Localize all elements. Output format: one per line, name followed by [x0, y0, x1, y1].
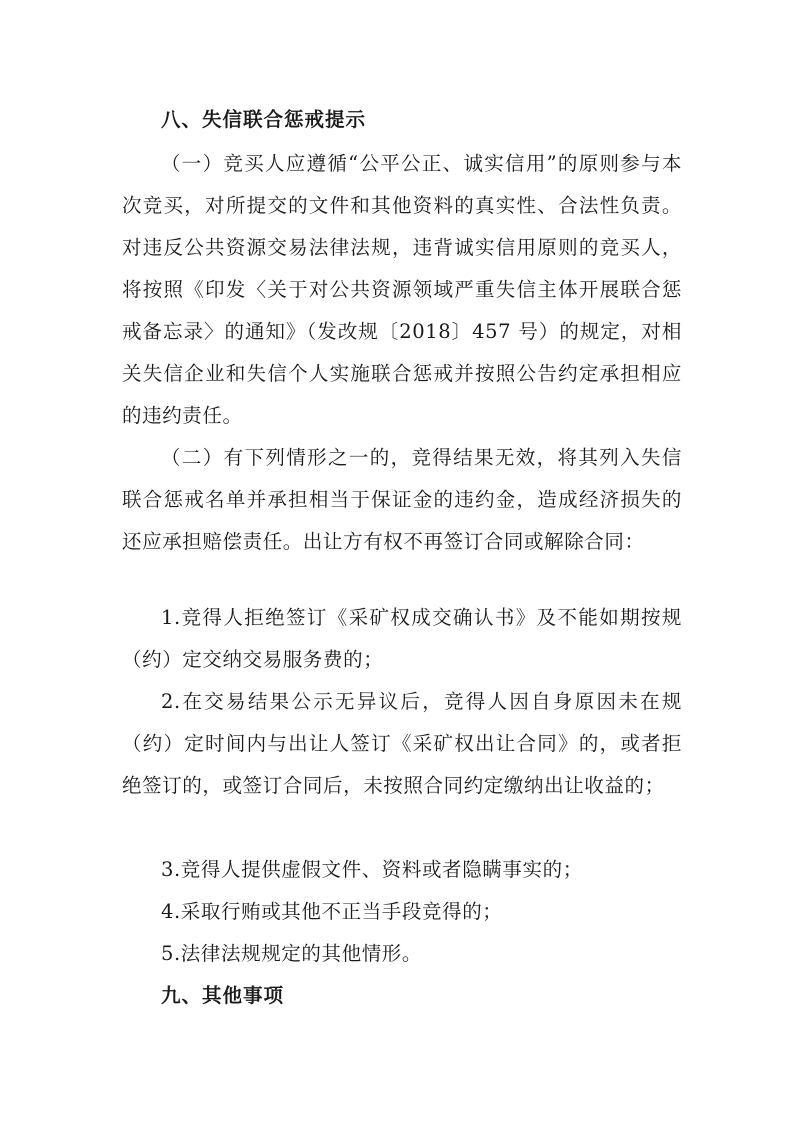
list-item-other-cases: 5.法律法规规定的其他情形。 — [161, 942, 423, 965]
paragraph-invalid-result-cases: （二）有下列情形之一的，竞得结果无效，将其列入失信联合惩戒名单并承担相当于保证金的违约金，造成经济损失的还应承担赔偿责任。出让方有权不再签订合同或解除合同： — [122, 446, 682, 553]
section-heading-other-matters: 九、其他事项 — [161, 984, 285, 1007]
paragraph-bidder-integrity: （一）竞买人应遵循“公平公正、诚实信用”的原则参与本次竞买，对所提交的文件和其他资料的真实性、合法性负责。对违反公共资源交易法律法规，违背诚实信用原则的竞买人，将按照《印发〈关于对公共资源领域严重失信主体开展联合惩戒备忘录〉的通知》（发改规〔2018〕457 号）的规定，对相关失信企业和失信个人实施联合惩戒并按照公告约定承担相应的违约责任。 — [122, 152, 682, 427]
list-item-refuse-confirmation: 1.竞得人拒绝签订《采矿权成交确认书》及不能如期按规（约）定交纳交易服务费的； — [122, 606, 682, 671]
list-item-fail-sign-contract: 2.在交易结果公示无异议后，竞得人因自身原因未在规（约）定时间内与出让人签订《采矿权出让合同》的，或者拒绝签订的，或签订合同后，未按照合同约定缴纳出让收益的； — [122, 690, 682, 797]
section-heading-joint-punishment: 八、失信联合惩戒提示 — [161, 108, 367, 131]
list-item-false-documents: 3.竞得人提供虚假文件、资料或者隐瞒事实的； — [161, 858, 583, 881]
list-item-bribery: 4.采取行贿或其他不正当手段竞得的； — [161, 900, 503, 923]
